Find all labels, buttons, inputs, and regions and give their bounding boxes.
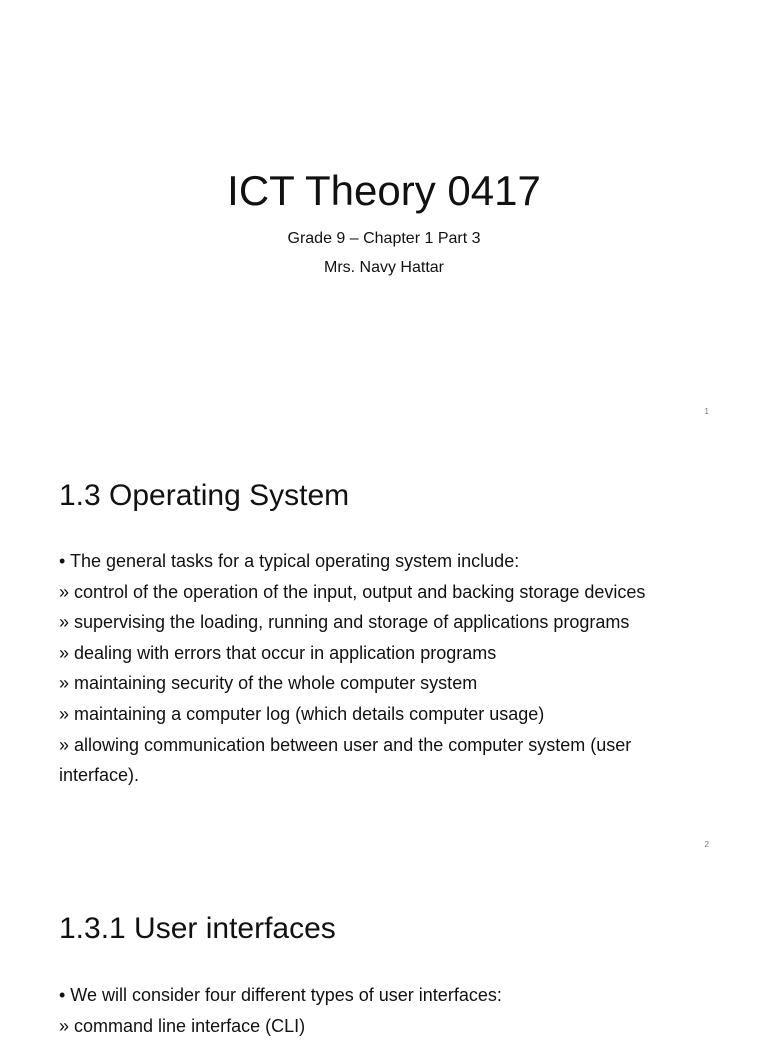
slide-1 (0, 0, 768, 433)
slide-3 (0, 866, 768, 1036)
page-number: 2 (704, 840, 709, 849)
list-item: » allowing communication between user and the computer system (user interface). (59, 734, 632, 786)
slide-body-list (59, 546, 709, 791)
section-heading: 1.3 Operating System (59, 479, 350, 512)
page-number: 1 (704, 407, 709, 416)
list-item: » control of the operation of the input, output and backing storage devices (59, 581, 646, 602)
slide-body-list (59, 980, 709, 1041)
slide-subtitle-chapter: Grade 9 – Chapter 1 Part 3 (287, 230, 481, 247)
list-item: • We will consider four different types of user interfaces: (59, 985, 502, 1005)
slide-2 (0, 433, 768, 866)
list-item: » command line interface (CLI) (59, 1015, 306, 1036)
slide-subtitle-author: Mrs. Navy Hattar (323, 259, 444, 276)
list-item: » maintaining a computer log (which details computer usage) (59, 703, 545, 724)
slide-title: ICT Theory 0417 (227, 167, 541, 214)
section-heading: 1.3.1 User interfaces (59, 912, 336, 945)
list-item: » dealing with errors that occur in application programs (59, 642, 497, 663)
list-item: » supervising the loading, running and storage of applications programs (59, 612, 630, 633)
list-item: » maintaining security of the whole computer system (59, 673, 478, 694)
list-item: • The general tasks for a typical operating system include: (59, 551, 520, 571)
